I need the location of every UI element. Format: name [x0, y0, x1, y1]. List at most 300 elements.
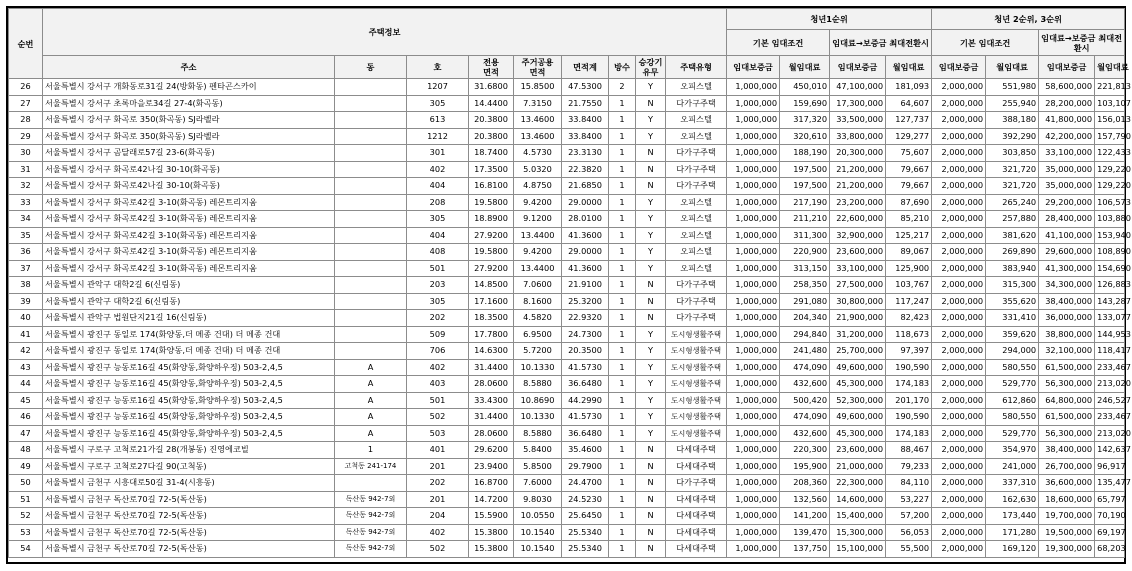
cell-dong	[335, 293, 407, 310]
col-dong-header: 동	[335, 56, 407, 79]
cell-dong	[335, 277, 407, 294]
cell-deposit-3: 2,000,000	[932, 211, 986, 228]
cell-area-total: 23.3130	[562, 145, 609, 162]
cell-shared-area: 5.7200	[514, 343, 562, 360]
cell-seq: 30	[9, 145, 43, 162]
cell-dong: 독산동 942-7외	[335, 491, 407, 508]
cell-excl-area: 31.4400	[469, 409, 514, 426]
cell-ho: 501	[407, 260, 469, 277]
cell-rent-4: 153,940	[1095, 227, 1125, 244]
table-row	[9, 79, 1125, 96]
cell-deposit-4: 64,800,000	[1039, 392, 1095, 409]
cell-rooms: 1	[609, 326, 636, 343]
table-row	[9, 491, 1125, 508]
cell-rent-1: 294,840	[780, 326, 830, 343]
cell-elevator: Y	[636, 112, 666, 129]
cell-rent-4: 129,220	[1095, 161, 1125, 178]
cell-type: 도시형생활주택	[666, 392, 727, 409]
cell-dong	[335, 326, 407, 343]
cell-address: 서울특별시 광진구 동일로 174(화양동,더 메종 건대) 더 메종 건대	[43, 343, 335, 360]
cell-type: 도시형생활주택	[666, 376, 727, 393]
cell-rent-2: 84,110	[886, 475, 932, 492]
cell-dong	[335, 260, 407, 277]
cell-deposit-2: 22,600,000	[830, 211, 886, 228]
cell-deposit-1: 1,000,000	[727, 458, 780, 475]
cell-type: 도시형생활주택	[666, 326, 727, 343]
cell-deposit-3: 2,000,000	[932, 442, 986, 459]
cell-area-total: 36.6480	[562, 376, 609, 393]
cell-excl-area: 19.5800	[469, 244, 514, 261]
cell-type: 도시형생활주택	[666, 343, 727, 360]
cell-elevator: Y	[636, 211, 666, 228]
cell-rent-1: 217,190	[780, 194, 830, 211]
cell-rent-2: 53,227	[886, 491, 932, 508]
max-convert-header-1: 임대료→보증금 최대전환시	[830, 30, 932, 56]
cell-elevator: N	[636, 293, 666, 310]
cell-address: 서울특별시 강서구 화곡로42길 3-10(화곡동) 레몬트리지움	[43, 260, 335, 277]
cell-deposit-3: 2,000,000	[932, 458, 986, 475]
cell-rent-2: 79,233	[886, 458, 932, 475]
cell-deposit-4: 28,400,000	[1039, 211, 1095, 228]
cell-elevator: N	[636, 95, 666, 112]
cell-shared-area: 10.1330	[514, 359, 562, 376]
cell-rent-1: 139,470	[780, 524, 830, 541]
cell-deposit-1: 1,000,000	[727, 524, 780, 541]
table-row	[9, 211, 1125, 228]
cell-deposit-1: 1,000,000	[727, 145, 780, 162]
cell-area-total: 41.5730	[562, 359, 609, 376]
cell-ho: 305	[407, 293, 469, 310]
cell-deposit-3: 2,000,000	[932, 161, 986, 178]
cell-shared-area: 4.8750	[514, 178, 562, 195]
table-row	[9, 310, 1125, 327]
table-row	[9, 343, 1125, 360]
cell-area-total: 25.3200	[562, 293, 609, 310]
cell-deposit-4: 41,300,000	[1039, 260, 1095, 277]
cell-deposit-2: 22,300,000	[830, 475, 886, 492]
cell-shared-area: 4.5730	[514, 145, 562, 162]
cell-elevator: Y	[636, 425, 666, 442]
cell-elevator: Y	[636, 376, 666, 393]
cell-type: 다가구주택	[666, 161, 727, 178]
cell-excl-area: 14.4400	[469, 95, 514, 112]
cell-deposit-4: 19,700,000	[1039, 508, 1095, 525]
cell-deposit-2: 45,300,000	[830, 425, 886, 442]
cell-deposit-4: 26,700,000	[1039, 458, 1095, 475]
cell-rent-4: 118,417	[1095, 343, 1125, 360]
cell-rent-4: 154,690	[1095, 260, 1125, 277]
cell-shared-area: 7.3150	[514, 95, 562, 112]
cell-address: 서울특별시 광진구 능동로16길 45(화양동,화양하우징) 503-2,4,5	[43, 359, 335, 376]
cell-rent-3: 255,940	[986, 95, 1039, 112]
cell-address: 서울특별시 강서구 화곡로42길 3-10(화곡동) 레몬트리지움	[43, 227, 335, 244]
cell-elevator: N	[636, 161, 666, 178]
cell-ho: 402	[407, 524, 469, 541]
cell-rent-2: 181,093	[886, 79, 932, 96]
cell-rent-2: 88,467	[886, 442, 932, 459]
cell-shared-area: 5.8400	[514, 442, 562, 459]
cell-rent-2: 174,183	[886, 425, 932, 442]
cell-elevator: N	[636, 277, 666, 294]
cell-seq: 52	[9, 508, 43, 525]
cell-seq: 42	[9, 343, 43, 360]
cell-shared-area: 9.4200	[514, 244, 562, 261]
cell-shared-area: 13.4400	[514, 260, 562, 277]
cell-deposit-3: 2,000,000	[932, 541, 986, 558]
table-row	[9, 409, 1125, 426]
cell-seq: 28	[9, 112, 43, 129]
cell-dong: A	[335, 359, 407, 376]
cell-rooms: 1	[609, 359, 636, 376]
cell-rent-4: 143,287	[1095, 293, 1125, 310]
cell-dong	[335, 475, 407, 492]
cell-ho: 408	[407, 244, 469, 261]
cell-elevator: N	[636, 475, 666, 492]
cell-rooms: 2	[609, 79, 636, 96]
cell-shared-area: 15.8500	[514, 79, 562, 96]
cell-ho: 401	[407, 442, 469, 459]
cell-deposit-2: 45,300,000	[830, 376, 886, 393]
cell-deposit-2: 30,800,000	[830, 293, 886, 310]
cell-address: 서울특별시 강서구 초록마을로34길 27-4(화곡동)	[43, 95, 335, 112]
cell-deposit-3: 2,000,000	[932, 260, 986, 277]
housing-info-header: 주택정보	[43, 9, 727, 56]
cell-rent-2: 79,667	[886, 161, 932, 178]
cell-deposit-1: 1,000,000	[727, 161, 780, 178]
cell-rent-2: 64,607	[886, 95, 932, 112]
cell-rent-2: 82,423	[886, 310, 932, 327]
cell-ho: 208	[407, 194, 469, 211]
table-row	[9, 326, 1125, 343]
table-row	[9, 392, 1125, 409]
cell-excl-area: 29.6200	[469, 442, 514, 459]
cell-deposit-1: 1,000,000	[727, 326, 780, 343]
cell-deposit-2: 17,300,000	[830, 95, 886, 112]
table-row	[9, 277, 1125, 294]
cell-rooms: 1	[609, 260, 636, 277]
cell-rent-3: 241,000	[986, 458, 1039, 475]
cell-seq: 39	[9, 293, 43, 310]
cell-rent-4: 106,573	[1095, 194, 1125, 211]
col-ho-header: 호	[407, 56, 469, 79]
table-row	[9, 541, 1125, 558]
cell-ho: 502	[407, 409, 469, 426]
cell-rent-1: 159,690	[780, 95, 830, 112]
cell-rent-3: 337,310	[986, 475, 1039, 492]
cell-shared-area: 9.1200	[514, 211, 562, 228]
col-rent-header-2: 월임대료	[886, 56, 932, 79]
cell-seq: 35	[9, 227, 43, 244]
table-row	[9, 145, 1125, 162]
table-row	[9, 244, 1125, 261]
col-excl-area-header: 전용 면적	[469, 56, 514, 79]
cell-rooms: 1	[609, 475, 636, 492]
cell-deposit-2: 33,100,000	[830, 260, 886, 277]
cell-ho: 501	[407, 392, 469, 409]
cell-rooms: 1	[609, 458, 636, 475]
cell-ho: 202	[407, 475, 469, 492]
table-row	[9, 178, 1125, 195]
cell-rent-3: 303,850	[986, 145, 1039, 162]
cell-rent-1: 132,560	[780, 491, 830, 508]
cell-area-total: 25.5340	[562, 541, 609, 558]
cell-rooms: 1	[609, 145, 636, 162]
cell-rent-1: 500,420	[780, 392, 830, 409]
cell-rent-2: 118,673	[886, 326, 932, 343]
cell-area-total: 35.4600	[562, 442, 609, 459]
cell-deposit-1: 1,000,000	[727, 508, 780, 525]
cell-ho: 201	[407, 458, 469, 475]
cell-rent-2: 57,200	[886, 508, 932, 525]
cell-deposit-3: 2,000,000	[932, 194, 986, 211]
cell-rooms: 1	[609, 293, 636, 310]
cell-address: 서울특별시 광진구 능동로16길 45(화양동,화양하우징) 503-2,4,5	[43, 425, 335, 442]
cell-rent-4: 68,203	[1095, 541, 1125, 558]
cell-deposit-3: 2,000,000	[932, 79, 986, 96]
cell-deposit-1: 1,000,000	[727, 79, 780, 96]
cell-ho: 509	[407, 326, 469, 343]
cell-deposit-1: 1,000,000	[727, 425, 780, 442]
cell-address: 서울특별시 구로구 고척로27다길 90(고척동)	[43, 458, 335, 475]
cell-ho: 305	[407, 95, 469, 112]
cell-deposit-4: 38,400,000	[1039, 442, 1095, 459]
cell-rooms: 1	[609, 541, 636, 558]
cell-deposit-4: 29,200,000	[1039, 194, 1095, 211]
cell-excl-area: 17.7800	[469, 326, 514, 343]
cell-shared-area: 10.1330	[514, 409, 562, 426]
cell-deposit-3: 2,000,000	[932, 376, 986, 393]
cell-deposit-4: 41,100,000	[1039, 227, 1095, 244]
cell-deposit-1: 1,000,000	[727, 244, 780, 261]
cell-seq: 47	[9, 425, 43, 442]
cell-ho: 503	[407, 425, 469, 442]
cell-excl-area: 15.3800	[469, 541, 514, 558]
cell-excl-area: 19.5800	[469, 194, 514, 211]
cell-type: 다가구주택	[666, 95, 727, 112]
cell-shared-area: 10.0550	[514, 508, 562, 525]
cell-area-total: 29.7900	[562, 458, 609, 475]
cell-rent-1: 432,600	[780, 425, 830, 442]
cell-dong	[335, 343, 407, 360]
cell-seq: 45	[9, 392, 43, 409]
cell-ho: 404	[407, 227, 469, 244]
cell-ho: 204	[407, 508, 469, 525]
cell-address: 서울특별시 강서구 화곡로42길 3-10(화곡동) 레몬트리지움	[43, 244, 335, 261]
cell-rooms: 1	[609, 227, 636, 244]
cell-address: 서울특별시 구로구 고척로21가길 28(개봉동) 진영에코빌	[43, 442, 335, 459]
cell-address: 서울특별시 강서구 화곡로 350(화곡동) SJ라벨라	[43, 112, 335, 129]
cell-rent-2: 89,067	[886, 244, 932, 261]
cell-deposit-2: 32,900,000	[830, 227, 886, 244]
cell-type: 오피스텔	[666, 227, 727, 244]
cell-rent-3: 580,550	[986, 409, 1039, 426]
cell-address: 서울특별시 강서구 화곡로 350(화곡동) SJ라벨라	[43, 128, 335, 145]
cell-rent-3: 269,890	[986, 244, 1039, 261]
cell-deposit-1: 1,000,000	[727, 95, 780, 112]
cell-seq: 27	[9, 95, 43, 112]
cell-shared-area: 5.8500	[514, 458, 562, 475]
cell-seq: 40	[9, 310, 43, 327]
table-body	[9, 79, 1131, 558]
cell-rooms: 1	[609, 194, 636, 211]
cell-deposit-4: 19,300,000	[1039, 541, 1095, 558]
cell-deposit-1: 1,000,000	[727, 277, 780, 294]
cell-rent-1: 208,360	[780, 475, 830, 492]
cell-seq: 54	[9, 541, 43, 558]
cell-dong	[335, 194, 407, 211]
cell-area-total: 44.2990	[562, 392, 609, 409]
cell-dong	[335, 244, 407, 261]
cell-rent-2: 97,397	[886, 343, 932, 360]
cell-deposit-3: 2,000,000	[932, 475, 986, 492]
cell-elevator: Y	[636, 260, 666, 277]
cell-deposit-4: 41,800,000	[1039, 112, 1095, 129]
cell-deposit-4: 42,200,000	[1039, 128, 1095, 145]
housing-table-page	[6, 6, 1131, 564]
cell-rent-1: 313,150	[780, 260, 830, 277]
cell-type: 오피스텔	[666, 112, 727, 129]
table-row	[9, 425, 1125, 442]
cell-rooms: 1	[609, 161, 636, 178]
cell-rent-3: 173,440	[986, 508, 1039, 525]
cell-rent-4: 69,197	[1095, 524, 1125, 541]
cell-type: 다가구주택	[666, 293, 727, 310]
cell-elevator: Y	[636, 326, 666, 343]
cell-rent-1: 317,320	[780, 112, 830, 129]
cell-address: 서울특별시 금천구 독산로70길 72-5(독산동)	[43, 508, 335, 525]
cell-elevator: N	[636, 541, 666, 558]
cell-deposit-1: 1,000,000	[727, 491, 780, 508]
cell-excl-area: 14.7200	[469, 491, 514, 508]
cell-deposit-3: 2,000,000	[932, 310, 986, 327]
cell-excl-area: 17.3500	[469, 161, 514, 178]
cell-address: 서울특별시 금천구 독산로70길 72-5(독산동)	[43, 491, 335, 508]
cell-seq: 26	[9, 79, 43, 96]
cell-dong	[335, 227, 407, 244]
cell-deposit-1: 1,000,000	[727, 178, 780, 195]
cell-deposit-1: 1,000,000	[727, 392, 780, 409]
cell-rent-4: 213,020	[1095, 425, 1125, 442]
cell-deposit-1: 1,000,000	[727, 310, 780, 327]
cell-deposit-2: 15,100,000	[830, 541, 886, 558]
table-row	[9, 194, 1125, 211]
cell-shared-area: 9.8030	[514, 491, 562, 508]
cell-elevator: Y	[636, 392, 666, 409]
cell-dong: 1	[335, 442, 407, 459]
col-rent-header-4: 월임대료	[1095, 56, 1125, 79]
cell-rent-2: 75,607	[886, 145, 932, 162]
cell-rent-2: 103,767	[886, 277, 932, 294]
cell-excl-area: 16.8100	[469, 178, 514, 195]
col-deposit-header-4: 임대보증금	[1039, 56, 1095, 79]
cell-type: 오피스텔	[666, 128, 727, 145]
cell-deposit-4: 38,400,000	[1039, 293, 1095, 310]
cell-rooms: 1	[609, 508, 636, 525]
table-row	[9, 227, 1125, 244]
cell-rent-3: 257,880	[986, 211, 1039, 228]
cell-deposit-4: 56,300,000	[1039, 425, 1095, 442]
cell-rent-4: 108,890	[1095, 244, 1125, 261]
cell-deposit-1: 1,000,000	[727, 359, 780, 376]
cell-deposit-3: 2,000,000	[932, 112, 986, 129]
cell-rent-3: 315,300	[986, 277, 1039, 294]
cell-type: 오피스텔	[666, 79, 727, 96]
cell-address: 서울특별시 금천구 시흥대로50길 31-4(시흥동)	[43, 475, 335, 492]
cell-dong: 독산동 942-7외	[335, 524, 407, 541]
col-deposit-header-1: 임대보증금	[727, 56, 780, 79]
cell-rent-4: 157,790	[1095, 128, 1125, 145]
cell-deposit-4: 61,500,000	[1039, 409, 1095, 426]
cell-rooms: 1	[609, 524, 636, 541]
cell-dong	[335, 95, 407, 112]
cell-area-total: 33.8400	[562, 128, 609, 145]
cell-type: 다세대주택	[666, 458, 727, 475]
cell-deposit-2: 25,700,000	[830, 343, 886, 360]
cell-rent-1: 432,600	[780, 376, 830, 393]
cell-rent-1: 211,210	[780, 211, 830, 228]
cell-excl-area: 18.8900	[469, 211, 514, 228]
cell-type: 다세대주택	[666, 442, 727, 459]
cell-rent-2: 87,690	[886, 194, 932, 211]
cell-rooms: 1	[609, 178, 636, 195]
cell-address: 서울특별시 광진구 능동로16길 45(화양동,화양하우징) 503-2,4,5	[43, 409, 335, 426]
cell-address: 서울특별시 관악구 법원단지21길 16(신림동)	[43, 310, 335, 327]
cell-ho: 403	[407, 376, 469, 393]
basic-condition-header-1: 기본 임대조건	[727, 30, 830, 56]
cell-excl-area: 33.4300	[469, 392, 514, 409]
cell-rent-3: 529,770	[986, 376, 1039, 393]
cell-dong	[335, 128, 407, 145]
cell-elevator: N	[636, 310, 666, 327]
cell-rent-4: 233,467	[1095, 409, 1125, 426]
cell-area-total: 28.0100	[562, 211, 609, 228]
col-address-header: 주소	[43, 56, 335, 79]
cell-deposit-4: 28,200,000	[1039, 95, 1095, 112]
cell-rent-4: 96,917	[1095, 458, 1125, 475]
table-row	[9, 161, 1125, 178]
cell-rent-4: 70,190	[1095, 508, 1125, 525]
cell-shared-area: 10.1540	[514, 541, 562, 558]
cell-rent-4: 103,880	[1095, 211, 1125, 228]
cell-area-total: 22.3820	[562, 161, 609, 178]
cell-excl-area: 18.3500	[469, 310, 514, 327]
cell-shared-area: 8.1600	[514, 293, 562, 310]
cell-deposit-4: 56,300,000	[1039, 376, 1095, 393]
table-row	[9, 95, 1125, 112]
cell-address: 서울특별시 강서구 화곡로42길 3-10(화곡동) 레몬트리지움	[43, 194, 335, 211]
cell-deposit-3: 2,000,000	[932, 392, 986, 409]
cell-dong	[335, 145, 407, 162]
cell-rooms: 1	[609, 128, 636, 145]
cell-elevator: Y	[636, 409, 666, 426]
cell-seq: 36	[9, 244, 43, 261]
cell-area-total: 33.8400	[562, 112, 609, 129]
cell-dong	[335, 178, 407, 195]
cell-elevator: N	[636, 442, 666, 459]
cell-deposit-2: 23,600,000	[830, 442, 886, 459]
cell-shared-area: 13.4600	[514, 112, 562, 129]
cell-shared-area: 5.0320	[514, 161, 562, 178]
col-rent-header-3: 월임대료	[986, 56, 1039, 79]
cell-rent-3: 388,180	[986, 112, 1039, 129]
cell-rent-3: 169,120	[986, 541, 1039, 558]
cell-rent-3: 383,940	[986, 260, 1039, 277]
cell-ho: 706	[407, 343, 469, 360]
cell-ho: 502	[407, 541, 469, 558]
table-row	[9, 293, 1125, 310]
cell-area-total: 41.3600	[562, 260, 609, 277]
cell-address: 서울특별시 강서구 화곡로42나길 30-10(화곡동)	[43, 178, 335, 195]
